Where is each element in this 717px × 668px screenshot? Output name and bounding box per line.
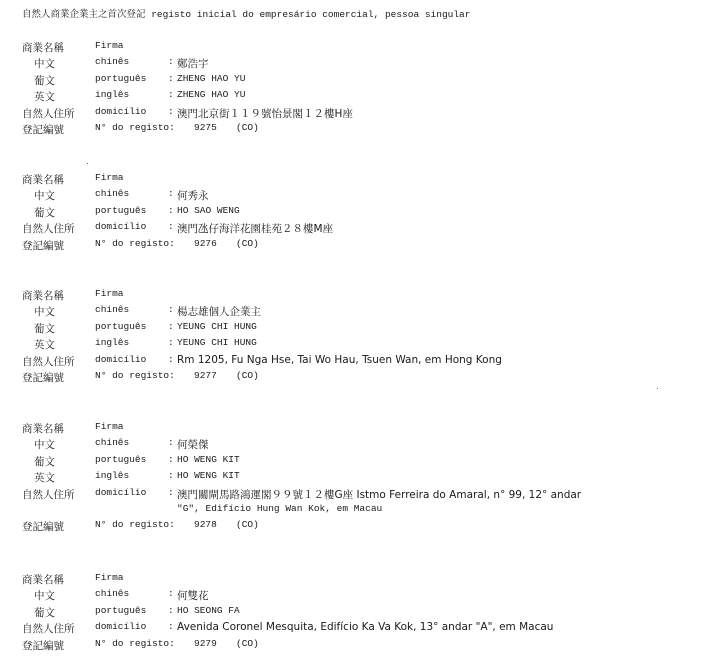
firma-label-zh: 商業名稱 xyxy=(22,574,64,586)
portuguese-name-row-colon: : xyxy=(168,320,174,332)
registration-label-zh: 登記編號 xyxy=(22,123,64,136)
domicile-colon: : xyxy=(168,105,174,117)
portuguese-name-row-label-zh: 葡文 xyxy=(34,455,55,468)
domicile-label-zh: 自然人住所 xyxy=(22,355,75,368)
registration-number: 9279 xyxy=(194,637,217,649)
registration-label-zh: 登記編號 xyxy=(22,521,64,534)
firma-label-zh: 商業名稱 xyxy=(22,174,64,186)
english-name-row-label-zh: 英文 xyxy=(34,339,55,352)
portuguese-name-row-label-zh: 葡文 xyxy=(34,322,55,335)
registration-suffix: (CO) xyxy=(236,121,259,133)
domicile-value-cont: "G", Edifício Hung Wan Kok, em Macau xyxy=(177,502,383,514)
registration-number: 9278 xyxy=(194,519,217,531)
portuguese-name-row-label-pt: português xyxy=(95,453,147,465)
registration-number: 9275 xyxy=(194,121,217,133)
firma-label-zh: 商業名稱 xyxy=(22,290,64,302)
chinese-name-row-label-pt: chinês xyxy=(95,588,130,600)
english-name-row-value: ZHENG HAO YU xyxy=(177,89,246,101)
chinese-name-row-label-zh: 中文 xyxy=(34,590,55,603)
firma-label-pt: Firma xyxy=(95,40,124,51)
chinese-name-row-label-pt: chinês xyxy=(95,437,130,449)
english-name-row-label-zh: 英文 xyxy=(34,472,55,485)
portuguese-name-row-colon: : xyxy=(168,204,174,216)
registration-label-zh: 登記編號 xyxy=(22,639,64,652)
chinese-name-row-colon: : xyxy=(168,588,174,600)
firma-label-pt: Firma xyxy=(95,421,124,432)
chinese-name-row-label-zh: 中文 xyxy=(34,58,55,71)
firma-label-pt: Firma xyxy=(95,172,124,183)
registration-suffix: (CO) xyxy=(236,369,259,381)
portuguese-name-row-colon: : xyxy=(168,453,174,465)
english-name-row-value: YEUNG CHI HUNG xyxy=(177,337,257,349)
english-name-row-value: HO WENG KIT xyxy=(177,470,240,482)
registration-label-zh: 登記編號 xyxy=(22,239,64,252)
registration-suffix: (CO) xyxy=(236,237,259,249)
domicile-label-zh: 自然人住所 xyxy=(22,623,75,636)
portuguese-name-row-label-zh: 葡文 xyxy=(34,74,55,87)
registration-number: 9277 xyxy=(194,369,217,381)
scan-speck xyxy=(657,388,658,389)
domicile-label-zh: 自然人住所 xyxy=(22,223,75,236)
chinese-name-row-label-pt: chinês xyxy=(95,188,130,200)
english-name-row-colon: : xyxy=(168,89,174,101)
registration-label-pt: N° do registo: xyxy=(95,519,175,531)
domicile-label-pt: domicílio xyxy=(95,621,147,633)
domicile-value: Rm 1205, Fu Nga Hse, Tai Wo Hau, Tsuen Wan, em Hong Kong xyxy=(177,353,502,366)
domicile-label-pt: domicílio xyxy=(95,353,147,365)
portuguese-name-row-value: YEUNG CHI HUNG xyxy=(177,320,257,332)
english-name-row-label-pt: inglês xyxy=(95,337,130,349)
portuguese-name-row-label-zh: 葡文 xyxy=(34,206,55,219)
domicile-label-pt: domicílio xyxy=(95,221,147,233)
firma-label-zh: 商業名稱 xyxy=(22,42,64,54)
registration-suffix: (CO) xyxy=(236,637,259,649)
registration-label-pt: N° do registo: xyxy=(95,121,175,133)
english-name-row-label-zh: 英文 xyxy=(34,91,55,104)
domicile-value: 澳門氹仔海洋花園桂苑２８樓M座 xyxy=(177,223,334,236)
domicile-colon: : xyxy=(168,621,174,633)
registration-number: 9276 xyxy=(194,237,217,249)
portuguese-name-row-value: ZHENG HAO YU xyxy=(177,72,246,84)
firma-label-zh: 商業名稱 xyxy=(22,423,64,435)
chinese-name-row-colon: : xyxy=(168,304,174,316)
english-name-row-label-pt: inglês xyxy=(95,470,130,482)
english-name-row-colon: : xyxy=(168,337,174,349)
english-name-row-colon: : xyxy=(168,470,174,482)
document-header: 自然人商業企業主之首次登記 registo inicial do empresário comercial, pessoa singular xyxy=(22,9,471,20)
chinese-name-row-colon: : xyxy=(168,437,174,449)
scan-speck xyxy=(87,163,88,164)
registration-label-pt: N° do registo: xyxy=(95,637,175,649)
chinese-name-row-colon: : xyxy=(168,188,174,200)
chinese-name-row-label-zh: 中文 xyxy=(34,439,55,452)
domicile-label-pt: domicílio xyxy=(95,105,147,117)
domicile-colon: : xyxy=(168,486,174,498)
chinese-name-row-value: 楊志雄個人企業主 xyxy=(177,306,261,319)
registration-label-pt: N° do registo: xyxy=(95,237,175,249)
chinese-name-row-value: 何秀永 xyxy=(177,190,209,203)
registration-label-pt: N° do registo: xyxy=(95,369,175,381)
registration-label-zh: 登記編號 xyxy=(22,371,64,384)
domicile-value: Avenida Coronel Mesquita, Edifício Ka Va Kok, 13° andar "A", em Macau xyxy=(177,621,554,634)
domicile-colon: : xyxy=(168,221,174,233)
firma-label-pt: Firma xyxy=(95,572,124,583)
portuguese-name-row-colon: : xyxy=(168,604,174,616)
portuguese-name-row-label-pt: português xyxy=(95,204,147,216)
chinese-name-row-label-zh: 中文 xyxy=(34,306,55,319)
portuguese-name-row-label-pt: português xyxy=(95,604,147,616)
firma-label-pt: Firma xyxy=(95,288,124,299)
portuguese-name-row-value: HO SEONG FA xyxy=(177,604,240,616)
portuguese-name-row-colon: : xyxy=(168,72,174,84)
domicile-label-zh: 自然人住所 xyxy=(22,107,75,120)
portuguese-name-row-value: HO SAO WENG xyxy=(177,204,240,216)
chinese-name-row-value: 何雙花 xyxy=(177,590,209,603)
domicile-label-zh: 自然人住所 xyxy=(22,488,75,501)
chinese-name-row-colon: : xyxy=(168,56,174,68)
domicile-value: 澳門關閘馬路鴻運閣９９號１２樓G座 Istmo Ferreira do Amaral, n° 99, 12° andar xyxy=(177,488,582,501)
chinese-name-row-label-pt: chinês xyxy=(95,304,130,316)
domicile-colon: : xyxy=(168,353,174,365)
chinese-name-row-value: 鄭浩宇 xyxy=(177,58,209,71)
chinese-name-row-label-pt: chinês xyxy=(95,56,130,68)
domicile-label-pt: domicílio xyxy=(95,486,147,498)
chinese-name-row-label-zh: 中文 xyxy=(34,190,55,203)
portuguese-name-row-label-pt: português xyxy=(95,320,147,332)
domicile-value: 澳門北京街１１９號怡景閣１２樓H座 xyxy=(177,107,353,120)
portuguese-name-row-label-zh: 葡文 xyxy=(34,606,55,619)
portuguese-name-row-label-pt: português xyxy=(95,72,147,84)
portuguese-name-row-value: HO WENG KIT xyxy=(177,453,240,465)
english-name-row-label-pt: inglês xyxy=(95,89,130,101)
registration-suffix: (CO) xyxy=(236,519,259,531)
chinese-name-row-value: 何榮傑 xyxy=(177,439,209,452)
